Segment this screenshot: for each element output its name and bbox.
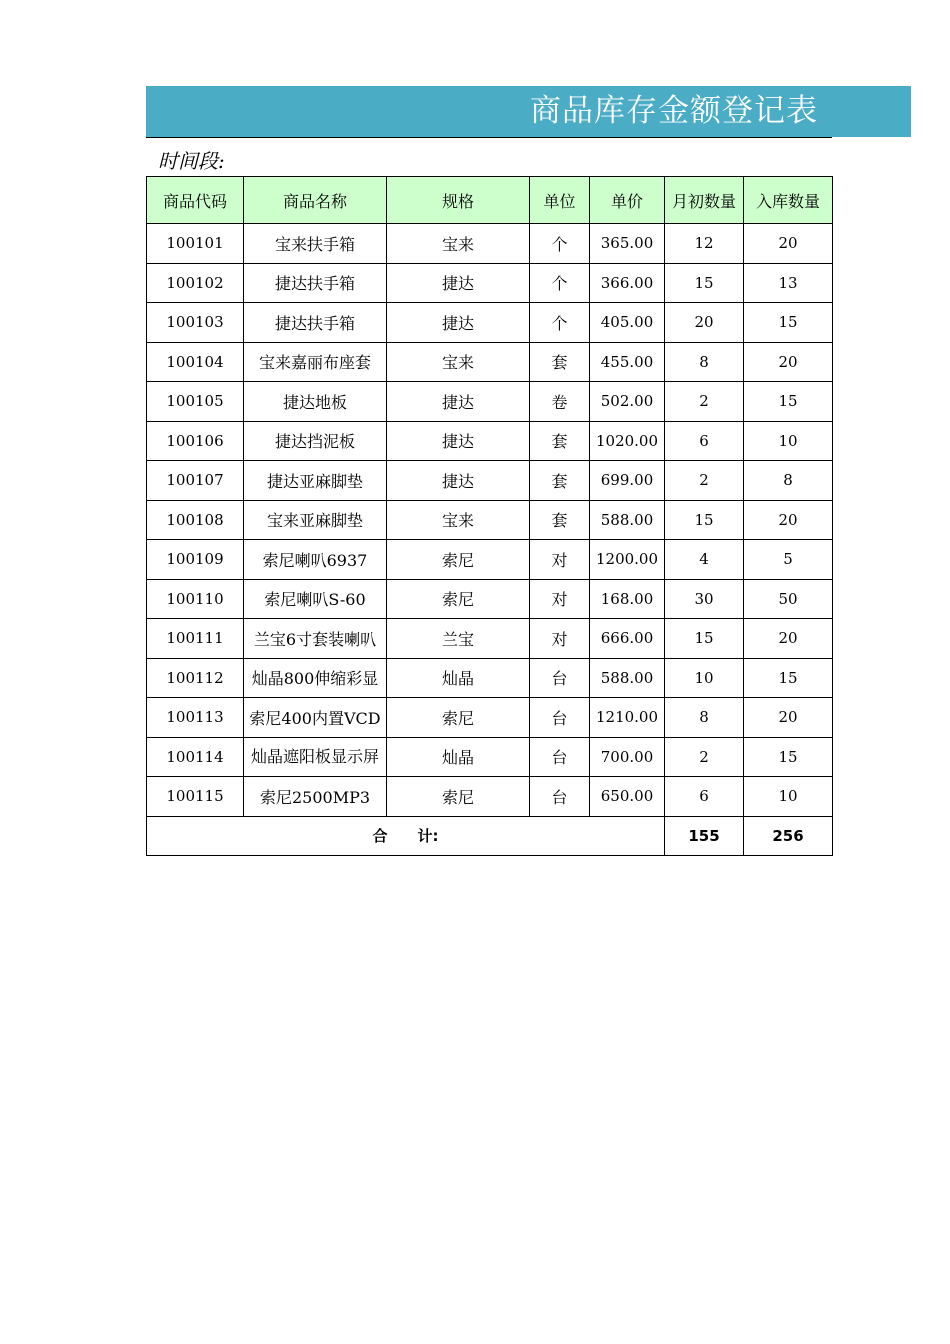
table-row	[147, 303, 833, 343]
cell-opening-qty: 30	[665, 579, 744, 619]
inventory-table	[146, 176, 833, 856]
cell-inbound-qty: 13	[744, 263, 833, 303]
header-code: 商品代码	[147, 177, 244, 224]
cell-spec: 宝来	[387, 224, 530, 264]
cell-code: 100101	[147, 224, 244, 264]
cell-price: 1020.00	[590, 421, 665, 461]
cell-price: 366.00	[590, 263, 665, 303]
total-inbound-qty: 256	[744, 816, 833, 856]
cell-unit: 对	[530, 540, 590, 580]
cell-price: 405.00	[590, 303, 665, 343]
cell-opening-qty: 4	[665, 540, 744, 580]
cell-unit: 套	[530, 342, 590, 382]
header-inbound-qty: 入库数量	[744, 177, 833, 224]
cell-price: 700.00	[590, 737, 665, 777]
cell-name: 索尼400内置VCD	[244, 698, 387, 738]
cell-inbound-qty: 20	[744, 619, 833, 659]
cell-inbound-qty: 15	[744, 303, 833, 343]
cell-opening-qty: 8	[665, 342, 744, 382]
header-price: 单价	[590, 177, 665, 224]
header-name: 商品名称	[244, 177, 387, 224]
table-row	[147, 777, 833, 817]
total-opening-qty: 155	[665, 816, 744, 856]
cell-price: 666.00	[590, 619, 665, 659]
cell-spec: 捷达	[387, 382, 530, 422]
cell-unit: 套	[530, 421, 590, 461]
cell-code: 100113	[147, 698, 244, 738]
cell-unit: 个	[530, 224, 590, 264]
cell-code: 100104	[147, 342, 244, 382]
table-row	[147, 540, 833, 580]
title-bar	[146, 86, 911, 137]
cell-spec: 捷达	[387, 303, 530, 343]
cell-code: 100112	[147, 658, 244, 698]
cell-spec: 捷达	[387, 421, 530, 461]
table-row	[147, 461, 833, 501]
cell-price: 1210.00	[590, 698, 665, 738]
cell-spec: 索尼	[387, 540, 530, 580]
table-row	[147, 737, 833, 777]
cell-spec: 索尼	[387, 579, 530, 619]
cell-code: 100114	[147, 737, 244, 777]
cell-price: 168.00	[590, 579, 665, 619]
cell-name: 灿晶遮阳板显示屏	[244, 737, 387, 777]
cell-spec: 捷达	[387, 461, 530, 501]
total-label: 合 计:	[147, 816, 665, 856]
table-row	[147, 658, 833, 698]
cell-unit: 卷	[530, 382, 590, 422]
cell-unit: 台	[530, 698, 590, 738]
title-underline	[146, 137, 832, 138]
cell-spec: 宝来	[387, 342, 530, 382]
cell-price: 650.00	[590, 777, 665, 817]
table-row	[147, 500, 833, 540]
cell-code: 100115	[147, 777, 244, 817]
cell-price: 588.00	[590, 658, 665, 698]
cell-code: 100103	[147, 303, 244, 343]
cell-name: 宝来嘉丽布座套	[244, 342, 387, 382]
cell-name: 索尼喇叭S-60	[244, 579, 387, 619]
table-row	[147, 224, 833, 264]
cell-unit: 对	[530, 619, 590, 659]
cell-opening-qty: 20	[665, 303, 744, 343]
cell-spec: 宝来	[387, 500, 530, 540]
header-unit: 单位	[530, 177, 590, 224]
cell-code: 100111	[147, 619, 244, 659]
cell-inbound-qty: 15	[744, 737, 833, 777]
cell-name: 捷达亚麻脚垫	[244, 461, 387, 501]
cell-inbound-qty: 20	[744, 342, 833, 382]
table-row	[147, 619, 833, 659]
cell-code: 100106	[147, 421, 244, 461]
cell-spec: 灿晶	[387, 737, 530, 777]
cell-code: 100108	[147, 500, 244, 540]
cell-unit: 台	[530, 737, 590, 777]
cell-name: 灿晶800伸缩彩显	[244, 658, 387, 698]
table-row	[147, 579, 833, 619]
table-row	[147, 382, 833, 422]
cell-unit: 套	[530, 461, 590, 501]
cell-name: 捷达挡泥板	[244, 421, 387, 461]
cell-name: 兰宝6寸套装喇叭	[244, 619, 387, 659]
header-spec: 规格	[387, 177, 530, 224]
cell-unit: 个	[530, 303, 590, 343]
cell-inbound-qty: 20	[744, 698, 833, 738]
cell-unit: 个	[530, 263, 590, 303]
table-row	[147, 263, 833, 303]
cell-spec: 索尼	[387, 698, 530, 738]
cell-unit: 台	[530, 658, 590, 698]
cell-inbound-qty: 5	[744, 540, 833, 580]
table-row	[147, 698, 833, 738]
cell-spec: 索尼	[387, 777, 530, 817]
cell-price: 699.00	[590, 461, 665, 501]
cell-unit: 对	[530, 579, 590, 619]
cell-opening-qty: 2	[665, 737, 744, 777]
cell-price: 1200.00	[590, 540, 665, 580]
cell-opening-qty: 15	[665, 263, 744, 303]
cell-inbound-qty: 20	[744, 500, 833, 540]
cell-spec: 兰宝	[387, 619, 530, 659]
cell-opening-qty: 2	[665, 461, 744, 501]
page-title: 商品库存金额登记表	[530, 93, 818, 129]
cell-name: 捷达扶手箱	[244, 263, 387, 303]
cell-opening-qty: 6	[665, 777, 744, 817]
cell-inbound-qty: 20	[744, 224, 833, 264]
cell-opening-qty: 15	[665, 619, 744, 659]
cell-name: 索尼2500MP3	[244, 777, 387, 817]
cell-code: 100110	[147, 579, 244, 619]
cell-inbound-qty: 50	[744, 579, 833, 619]
cell-unit: 套	[530, 500, 590, 540]
cell-code: 100102	[147, 263, 244, 303]
cell-inbound-qty: 8	[744, 461, 833, 501]
period-label: 时间段:	[158, 149, 225, 173]
table-row	[147, 342, 833, 382]
cell-name: 捷达扶手箱	[244, 303, 387, 343]
cell-opening-qty: 8	[665, 698, 744, 738]
cell-inbound-qty: 15	[744, 658, 833, 698]
cell-opening-qty: 12	[665, 224, 744, 264]
cell-price: 588.00	[590, 500, 665, 540]
cell-inbound-qty: 10	[744, 421, 833, 461]
cell-price: 365.00	[590, 224, 665, 264]
cell-spec: 捷达	[387, 263, 530, 303]
cell-code: 100107	[147, 461, 244, 501]
cell-opening-qty: 15	[665, 500, 744, 540]
cell-opening-qty: 6	[665, 421, 744, 461]
cell-code: 100105	[147, 382, 244, 422]
cell-name: 捷达地板	[244, 382, 387, 422]
table-row	[147, 421, 833, 461]
cell-opening-qty: 2	[665, 382, 744, 422]
cell-unit: 台	[530, 777, 590, 817]
cell-spec: 灿晶	[387, 658, 530, 698]
cell-name: 索尼喇叭6937	[244, 540, 387, 580]
cell-name: 宝来扶手箱	[244, 224, 387, 264]
header-row	[147, 177, 833, 224]
cell-code: 100109	[147, 540, 244, 580]
cell-opening-qty: 10	[665, 658, 744, 698]
total-row	[147, 816, 833, 856]
header-opening-qty: 月初数量	[665, 177, 744, 224]
cell-inbound-qty: 15	[744, 382, 833, 422]
cell-price: 502.00	[590, 382, 665, 422]
cell-inbound-qty: 10	[744, 777, 833, 817]
cell-price: 455.00	[590, 342, 665, 382]
cell-name: 宝来亚麻脚垫	[244, 500, 387, 540]
